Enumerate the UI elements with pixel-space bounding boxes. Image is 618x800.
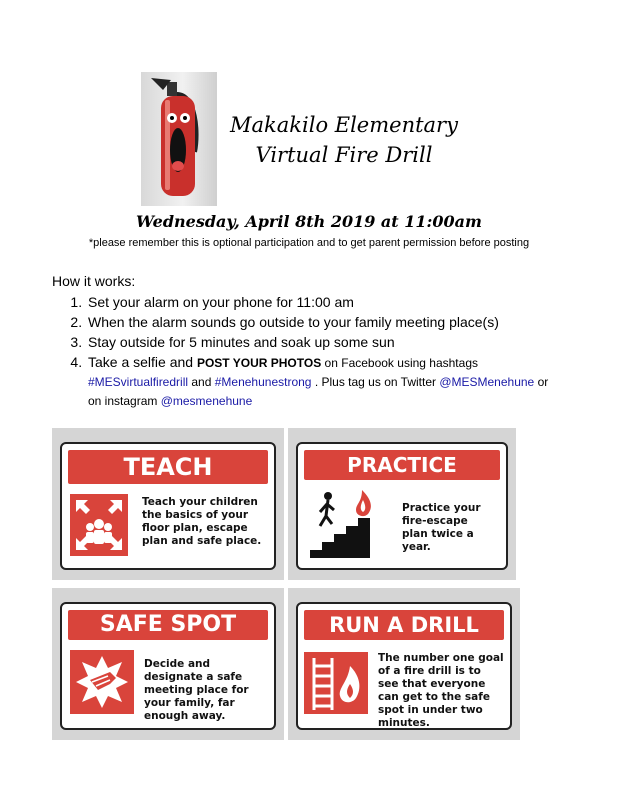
hashtag-1[interactable]: #MESvirtualfiredrill [88,375,189,389]
twitter-handle[interactable]: @MESMenehune [439,375,535,389]
safe-spot-card [60,602,276,730]
step-item: 1. Set your alarm on your phone for 11:00 am [86,292,618,312]
card-text: Practice your fire-escape plan twice a year. [402,502,481,553]
how-it-works-heading: How it works: [52,273,136,289]
run-a-drill-card [296,602,512,730]
title-line-1: Makakilo Elementary [230,113,458,137]
hashtag-line [88,373,618,392]
insta-pre: on instagram [88,394,161,408]
card-text: The number one goal of a fire drill is to see that everyone can get to the safe spot in under two minutes. [378,652,504,729]
page-title [228,110,460,170]
title-line-2: Virtual Fire Drill [255,143,433,167]
post-photos-text: POST YOUR PHOTOS [196,356,322,370]
drill-date: Wednesday, April 8th 2019 at 11:00am [136,212,482,231]
steps-list [52,292,618,411]
fire-extinguisher-image [141,72,217,206]
card-title: PRACTICE [304,450,500,480]
hashtag-2[interactable]: #Menehunestrong [214,375,312,389]
instagram-line [88,392,618,411]
card-text: Teach your children the basics of your floor plan, escape plan and safe place. [142,496,262,547]
twitter-pre: . Plus tag us on Twitter [311,375,440,389]
or-text: or [534,375,549,389]
card-title: SAFE SPOT [68,610,268,640]
step-item-4 [86,352,618,411]
step4-mid: on Facebook using hashtags [321,356,478,370]
teach-panel [52,428,284,580]
permission-note: *please remember this is optional participation and to get parent permission before posting [88,237,530,249]
step-item: 3. Stay outside for 5 minutes and soak up some sun [86,332,618,352]
safe-spot-hand-icon [70,650,134,714]
card-title: RUN A DRILL [304,610,504,640]
teach-card [60,442,276,570]
ladder-fire-icon [304,652,368,714]
instagram-handle[interactable]: @mesmenehune [160,394,253,408]
safe-spot-panel [52,588,284,740]
practice-panel [288,428,516,580]
stairs-fire-icon [306,488,386,562]
step-item: 2. When the alarm sounds go outside to your family meeting place(s) [86,312,618,332]
run-a-drill-panel [288,588,520,740]
step4-text: Take a selfie and [88,354,197,370]
card-title: TEACH [68,450,268,484]
assembly-point-icon [70,494,128,556]
card-text: Decide and designate a safe meeting place for your family, far enough away. [144,658,249,722]
practice-card [296,442,508,570]
and-text: and [188,375,215,389]
